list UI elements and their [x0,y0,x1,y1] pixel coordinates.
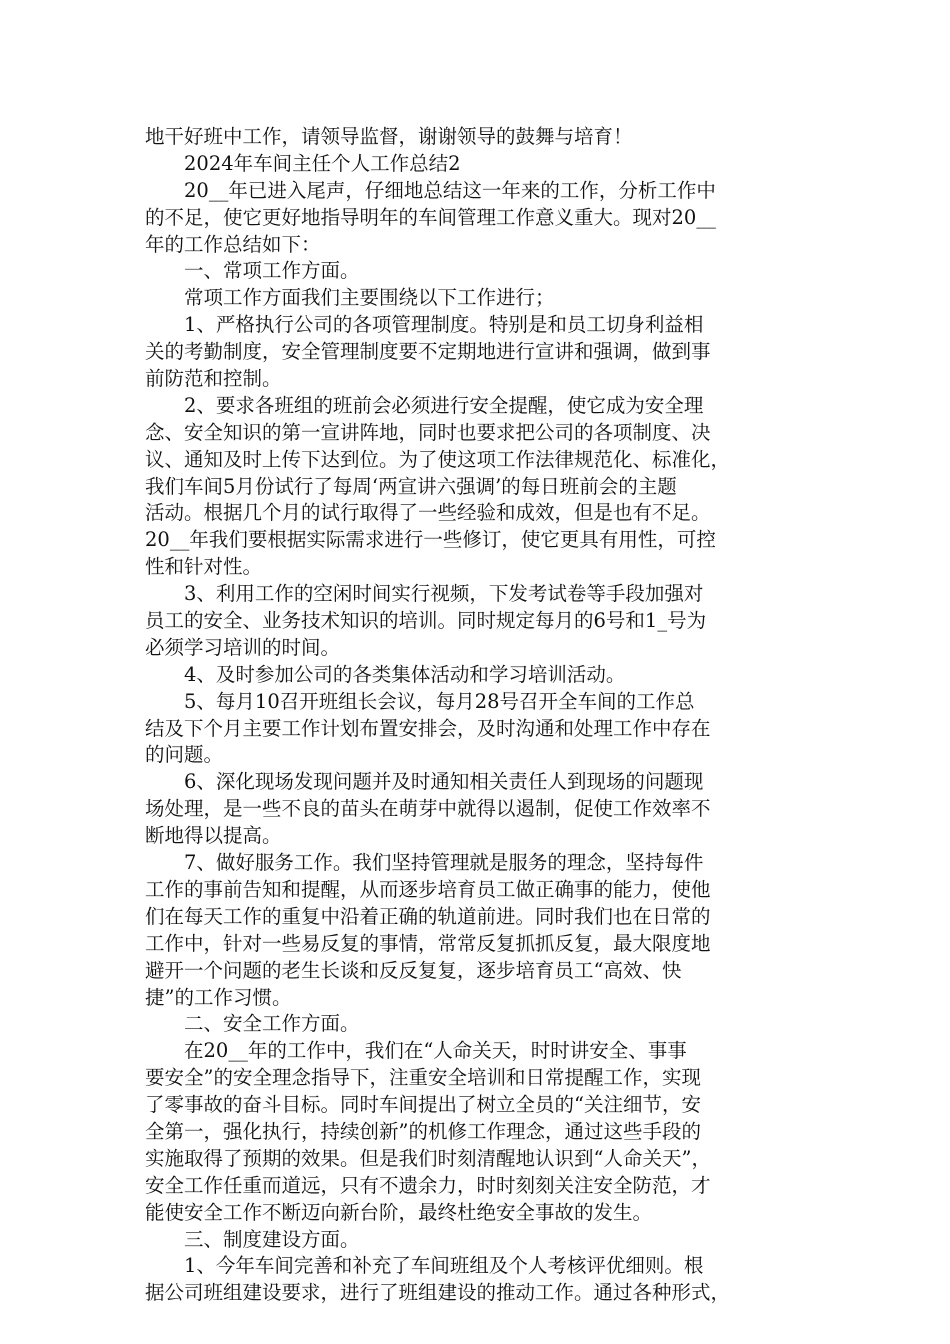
text-line: 必须学习培训的时间。 [145,635,341,659]
text-line: 4、及时参加公司的各类集体活动和学习培训活动。 [145,662,626,686]
text-line: 结及下个月主要工作计划布置安排会，及时沟通和处理工作中存在 [145,716,711,740]
text-line: 1、严格执行公司的各项管理制度。特别是和员工切身利益相 [145,313,704,337]
document-page [145,124,825,1307]
text-line: 年的工作总结如下： [145,232,321,256]
text-line: 20__年我们要根据实际需求进行一些修订，使它更具有用性，可控 [145,528,716,552]
text-line: 据公司班组建设要求，进行了班组建设的推动工作。通过各种形式， [145,1281,731,1305]
text-line: 要安全”的安全理念指导下，注重安全培训和日常提醒工作，实现 [145,1066,701,1090]
text-line: 能使安全工作不断迈向新台阶，最终杜绝安全事故的发生。 [145,1200,653,1224]
text-line: 员工的安全、业务技术知识的培训。同时规定每月的6号和1_号为 [145,609,707,633]
text-line: 一、常项工作方面。 [145,259,360,283]
text-line: 的问题。 [145,743,224,767]
text-line: 安全工作任重而道远，只有不遗余力，时时刻刻关注安全防范，才 [145,1173,711,1197]
text-line: 3、利用工作的空闲时间实行视频，下发考试卷等手段加强对 [145,582,704,606]
text-line: 二、安全工作方面。 [145,1012,360,1036]
text-line: 三、制度建设方面。 [145,1227,360,1251]
text-line: 工作的事前告知和提醒，从而逐步培育员工做正确事的能力，使他 [145,877,711,901]
text-line: 捷”的工作习惯。 [145,985,292,1009]
text-line: 们在每天工作的重复中沿着正确的轨道前进。同时我们也在日常的 [145,904,711,928]
text-line: 2024年车间主任个人工作总结2 [145,151,461,175]
text-line: 常项工作方面我们主要围绕以下工作进行； [145,286,555,310]
text-line: 在20__年的工作中，我们在“人命关天，时时讲安全、事事 [145,1039,687,1063]
text-line: 的不足，使它更好地指导明年的车间管理工作意义重大。现对20__ [145,205,716,229]
text-line: 实施取得了预期的效果。但是我们时刻清醒地认识到“人命关天”， [145,1146,711,1170]
text-line: 活动。根据几个月的试行取得了一些经验和成效，但是也有不足。 [145,501,711,525]
text-line: 地干好班中工作，请领导监督，谢谢领导的鼓舞与培育！ [145,125,633,148]
text-line: 断地得以提高。 [145,824,282,848]
text-line: 7、做好服务工作。我们坚持管理就是服务的理念，坚持每件 [145,851,704,875]
text-line: 工作中，针对一些易反复的事情，常常反复抓抓反复，最大限度地 [145,931,711,955]
text-line: 我们车间5月份试行了每周‘两宣讲六强调’的每日班前会的主题 [145,474,677,498]
text-line: 念、安全知识的第一宣讲阵地，同时也要求把公司的各项制度、决 [145,420,711,444]
text-line: 6、深化现场发现问题并及时通知相关责任人到现场的问题现 [145,770,704,794]
text-line: 全第一，强化执行，持续创新”的机修工作理念，通过这些手段的 [145,1119,701,1143]
text-line: 场处理，是一些不良的苗头在萌芽中就得以遏制，促使工作效率不 [145,797,711,821]
text-line: 关的考勤制度，安全管理制度要不定期地进行宣讲和强调，做到事 [145,340,711,364]
text-line: 性和针对性。 [145,555,263,579]
text-line: 2、要求各班组的班前会必须进行安全提醒，使它成为安全理 [145,393,704,417]
text-line: 1、今年车间完善和补充了车间班组及个人考核评优细则。根 [145,1254,704,1278]
text-line: 了零事故的奋斗目标。同时车间提出了树立全员的“关注细节，安 [145,1093,701,1117]
text-line: 前防范和控制。 [145,367,282,391]
text-line: 避开一个问题的老生长谈和反反复复，逐步培育员工“高效、快 [145,958,682,982]
text-line: 20__年已进入尾声，仔细地总结这一年来的工作，分析工作中 [145,178,716,202]
text-line: 5、每月10召开班组长会议，每月28号召开全车间的工作总 [145,689,695,713]
text-line: 议、通知及时上传下达到位。为了使这项工作法律规范化、标准化， [145,447,731,471]
